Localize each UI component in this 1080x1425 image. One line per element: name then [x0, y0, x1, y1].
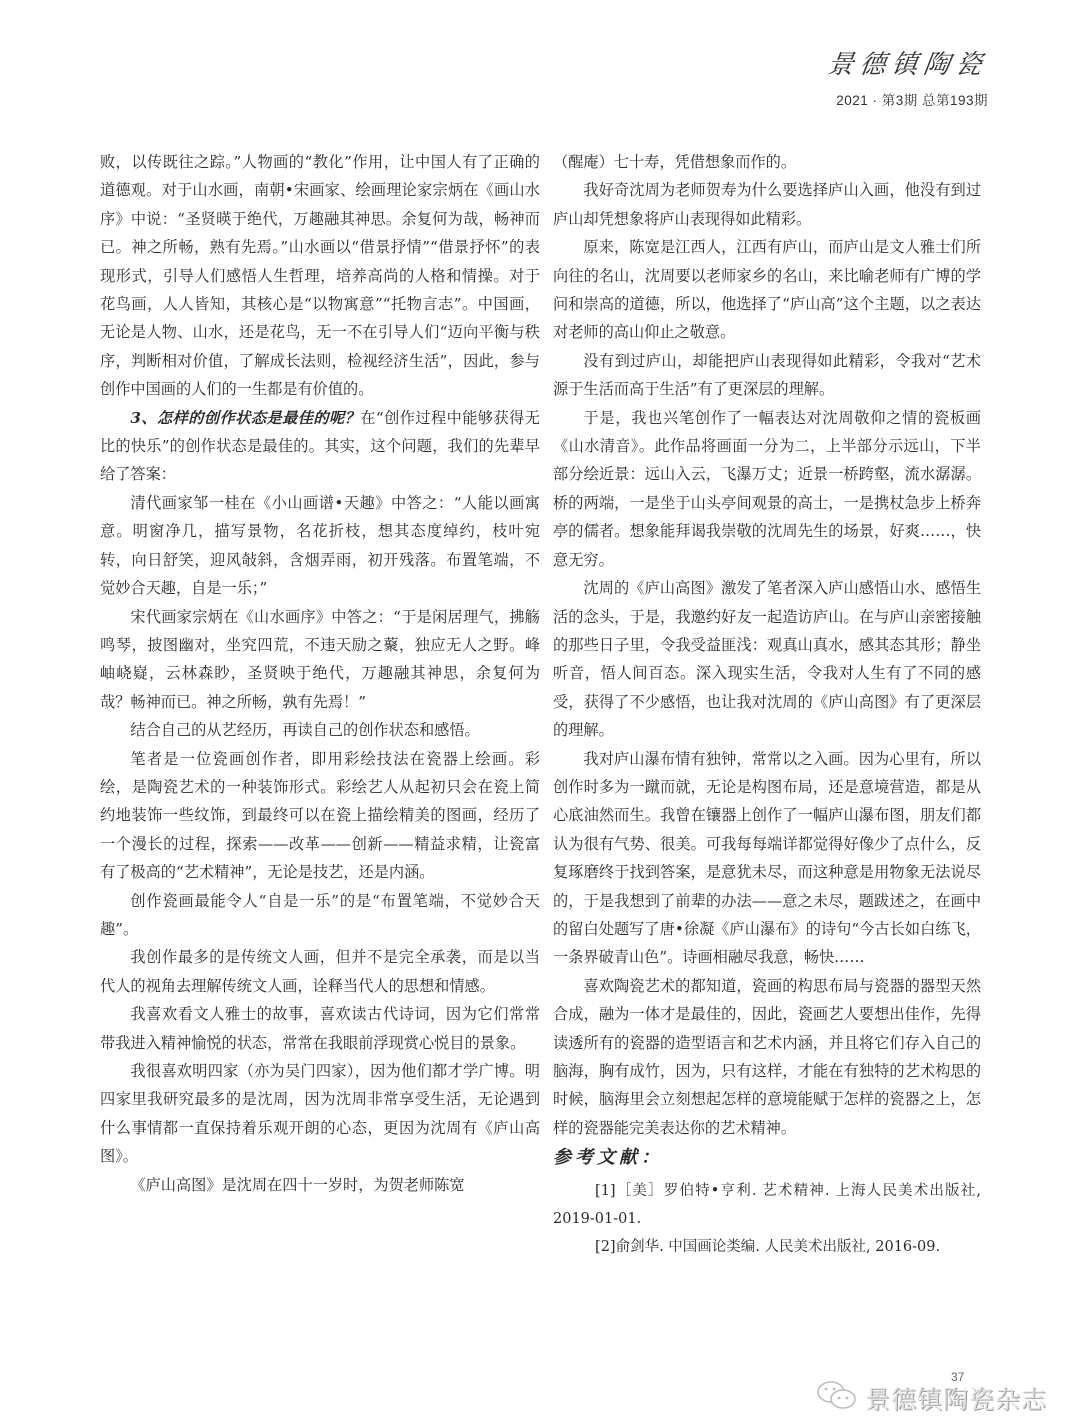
paragraph: 喜欢陶瓷艺术的都知道，瓷画的构思布局与瓷器的器型天然合成，融为一体才是最佳的，因此，瓷画艺人要想出佳作，先得读透所有的瓷器的造型语言和艺术内涵，并且将它们存入自己的脑海，胸有成竹，因为，只有这样，才能在有独特的艺术构思的时候，脑海里会立刻想起怎样的意境能赋于怎样的瓷器之上，怎样的瓷器能完美表达你的艺术精神。 — [553, 976, 981, 1137]
watermark — [815, 1378, 1047, 1418]
paragraph: 于是，我也兴笔创作了一幅表达对沈周敬仰之情的瓷板画《山水清音》。此作品将画面一分为二，上半部分示远山，下半部分绘近景：远山入云，飞瀑万丈；近景一桥跨壑，流水潺潺。桥的两端，一是坐于山头亭间观景的高士，一是携杖急步上桥奔亭的儒者。想象能拜谒我崇敬的沈周先生的场景，好爽……，快意无穷。 — [553, 408, 981, 569]
paragraph: 结合自己的从艺经历，再读自己的创作状态和感悟。 — [130, 721, 480, 740]
paragraph: 我创作最多的是传统文人画，但并不是完全承袭，而是以当代人的视角去理解传统文人画，诠释当代人的思想和情感。 — [100, 948, 540, 995]
masthead — [825, 44, 990, 109]
paragraph-text: 在“创作过程中能够获得无比的快乐”的创作状态是最佳的。其实，这个问题，我们的先辈早给了答案： — [100, 408, 540, 484]
paragraph: 原来，陈宽是江西人，江西有庐山，而庐山是文人雅士们所向往的名山，沈周要以老师家乡的名山，来比喻老师有广博的学问和崇高的道德，所以，他选择了“庐山高”这个主题，以之表达对老师的高山仰止之敬意。 — [553, 238, 981, 342]
right-column — [553, 148, 981, 1262]
watermark-text: 景德镇陶瓷杂志 — [865, 1385, 1048, 1414]
wechat-icon — [815, 1378, 859, 1418]
page-number: 37 — [951, 1370, 965, 1384]
reference-item: [1]［美］罗伯特•亨利. 艺术精神. 上海人民美术出版社, 2019-01-01. — [553, 1182, 981, 1228]
paragraph: 宋代画家宗炳在《山水画序》中答之：“于是闲居理气，拂觞鸣琴，披图幽对，坐究四荒，不违天励之藂，独应无人之野。峰岫峣嶷，云林森眇，圣贤映于绝代，万趣融其神思，余复何为哉？畅神而已。神之所畅，孰有先焉！” — [100, 607, 540, 711]
paragraph: 没有到过庐山，却能把庐山表现得如此精彩，令我对“艺术源于生活而高于生活”有了更深层的理解。 — [553, 351, 981, 399]
paragraph: 我对庐山瀑布情有独钟，常常以之入画。因为心里有，所以创作时多为一蹴而就，无论是构图布局，还是意境营造，都是从心底油然而生。我曾在镶器上创作了一幅庐山瀑布图，朋友们都认为很有气势、很美。可我每每端详都觉得好像少了点什么，反复琢磨终于找到答案，是意犹未尽，而这种意是用物象无法说尽的，于是我想到了前辈的办法——意之未尽，题跋述之，在画中的留白处题写了唐•徐凝《庐山瀑布》的诗句“今古长如白练飞，一条界破青山色”。诗画相融尽我意，畅快…… — [553, 749, 981, 967]
issue-info: 2021 · 第3期 总第193期 — [836, 93, 988, 108]
paragraph: 创作瓷画最能令人“自是一乐”的是“布置笔端，不觉妙合天趣”。 — [100, 891, 540, 938]
paragraph: 我很喜欢明四家（亦为吴门四家），因为他们都才学广博。明四家里我研究最多的是沈周，因为沈周非常享受生活，无论遇到什么事情都一直保持着乐观开朗的心态，更因为沈周有《庐山高图》。 — [100, 1062, 540, 1166]
references-colon: ： — [641, 1147, 663, 1169]
references-title: 参考文献 — [553, 1147, 641, 1169]
paragraph: （醒庵）七十寿，凭借想象而作的。 — [553, 153, 796, 171]
paragraph: 我喜欢看文人雅士的故事，喜欢读古代诗词，因为它们常常带我进入精神愉悦的状态，常常在我眼前浮现赏心悦目的景象。 — [100, 1005, 540, 1052]
reference-item: [2]俞剑华. 中国画论类编. 人民美术出版社, 2016-09. — [595, 1239, 941, 1256]
paragraph-section-heading — [100, 404, 540, 489]
paragraph: 我好奇沈周为老师贺寿为什么要选择庐山入画，他没有到过庐山却凭想象将庐山表现得如此精彩。 — [553, 181, 981, 228]
references-heading — [553, 1144, 981, 1172]
journal-title: 景德镇陶瓷 — [825, 50, 990, 80]
paragraph: 《庐山高图》是沈周在四十一岁时，为贺老师陈宽 — [130, 1175, 465, 1194]
paragraph: 沈周的《庐山高图》激发了笔者深入庐山感悟山水、感悟生活的念头，于是，我邀约好友一起造访庐山。在与庐山亲密接触的那些日子里，令我受益匪浅：观真山真水，感其态其形；静坐听音，悟人间百态。深入现实生活，令我对人生有了不同的感受，获得了不少感悟，也让我对沈周的《庐山高图》有了更深层的理解。 — [553, 579, 981, 740]
paragraph: 清代画家邹一桂在《小山画谱•天趣》中答之：“人能以画寓意。明窗净几，描写景物，名花折枝，想其态度绰约，枝叶宛转，向日舒笑，迎风敧斜，含烟弄雨，初开残落。布置笔端，不觉妙合天趣，自是一乐；” — [100, 493, 540, 598]
paragraph: 败，以传既往之踪。”人物画的“教化”作用，让中国人有了正确的道德观。对于山水画，南朝•宋画家、绘画理论家宗炳在《画山水序》中说：“圣贤暎于绝代，万趣融其神思。余复何为哉，畅神而已。神之所畅，熟有先焉。”山水画以“借景抒情”“借景抒怀”的表现形式，引导人们感悟人生哲理，培养高尚的人格和情操。对于花鸟画，人人皆知，其核心是“以物寓意”“托物言志”。中国画，无论是人物、山水，还是花鸟，无一不在引导人们“迈向平衡与秩序，判断相对价值，了解成长法则，检视经济生活”，因此，参与创作中国画的人们的一生都是有价值的。 — [100, 153, 540, 399]
paragraph: 笔者是一位瓷画创作者，即用彩绘技法在瓷器上绘画。彩绘，是陶瓷艺术的一种装饰形式。彩绘艺人从起初只会在瓷上简约地装饰一些纹饰，到最终可以在瓷上描绘精美的图画，经历了一个漫长的过程，探索——改革——创新——精益求精，让瓷富有了极高的“艺术精神”，无论是技艺，还是内涵。 — [100, 749, 540, 882]
section-heading: 3、怎样的创作状态是最佳的呢？ — [130, 408, 361, 427]
left-column — [100, 148, 540, 1199]
